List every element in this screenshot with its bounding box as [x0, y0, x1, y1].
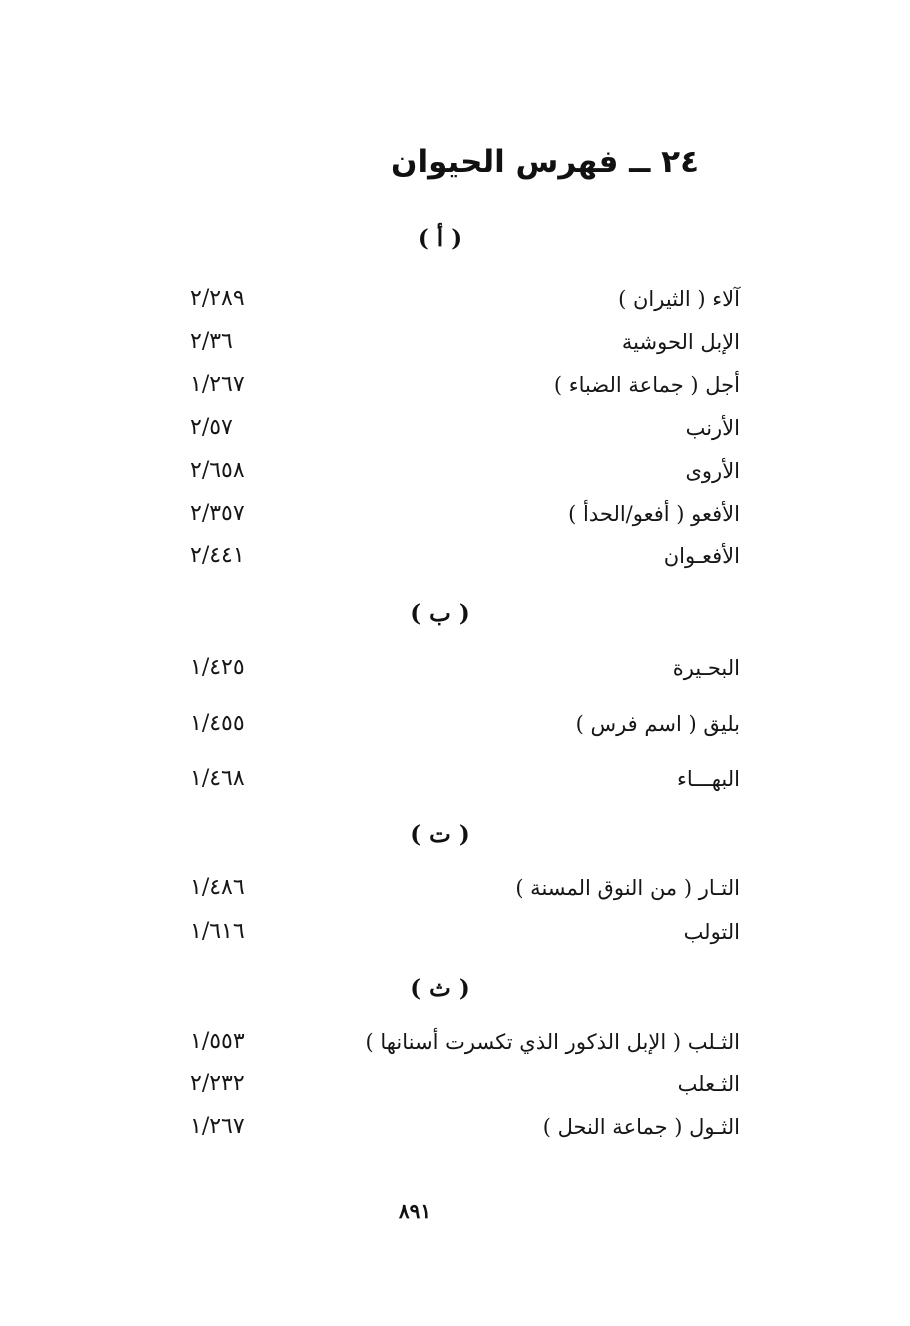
entry-reference: ٢/٢٨٩: [190, 286, 245, 311]
entry-term: أجل ( جماعة الضباء ): [553, 373, 740, 397]
index-entry: [180, 365, 740, 405]
entry-term: الثـول ( جماعة النحل ): [542, 1115, 740, 1139]
entry-term: آلاء ( الثيران ): [618, 287, 740, 311]
section-heading-ta: ( ت ): [410, 821, 470, 848]
page-title: ٢٤ ــ فهرس الحيوان: [390, 144, 700, 180]
entry-reference: ٢/٣٦: [190, 329, 233, 354]
index-entry: [180, 279, 740, 319]
entry-reference: ١/٢٦٧: [190, 372, 245, 397]
index-entry: [180, 648, 740, 688]
index-entry: [180, 868, 740, 908]
section-heading-alif: ( أ ): [417, 225, 463, 252]
index-entry: [180, 1064, 740, 1104]
index-entry: [180, 704, 740, 744]
entry-reference: ١/٥٥٣: [190, 1029, 245, 1054]
index-entry: [180, 1022, 740, 1062]
entry-reference: ١/٦١٦: [190, 919, 245, 944]
index-entry: [180, 322, 740, 362]
entry-reference: ١/٤٦٨: [190, 766, 245, 791]
entry-term: الأفعو ( أفعو/الحدأ ): [568, 502, 740, 526]
entry-term: التولب: [683, 920, 740, 944]
entry-term: بليق ( اسم فرس ): [575, 712, 740, 736]
entry-reference: ١/٤٢٥: [190, 655, 245, 680]
index-entry: [180, 1107, 740, 1147]
entry-term: الأروى: [685, 459, 740, 483]
section-heading-tha: ( ث ): [410, 975, 470, 1002]
entry-term: البحـيرة: [672, 656, 740, 680]
entry-reference: ١/٤٨٦: [190, 875, 245, 900]
entry-reference: ٢/٦٥٨: [190, 458, 245, 483]
entry-reference: ٢/٢٣٢: [190, 1071, 245, 1096]
entry-term: الثـلب ( الإبل الذكور الذي تكسرت أسنانها ): [365, 1030, 740, 1054]
index-entry: [180, 536, 740, 576]
entry-term: البهـــاء: [677, 767, 740, 791]
entry-term: الثـعلب: [677, 1072, 740, 1096]
index-entry: [180, 408, 740, 448]
entry-term: التـار ( من النوق المسنة ): [515, 876, 740, 900]
entry-term: الأفعـوان: [663, 544, 740, 568]
entry-reference: ٢/٥٧: [190, 415, 233, 440]
entry-term: الأرنب: [685, 416, 740, 440]
page-number: ٨٩١: [398, 1199, 432, 1223]
section-heading-ba: ( ب ): [410, 600, 470, 627]
entry-term: الإبل الحوشية: [621, 330, 740, 354]
index-entry: [180, 759, 740, 799]
entry-reference: ١/٤٥٥: [190, 711, 245, 736]
index-entry: [180, 494, 740, 534]
entry-reference: ٢/٣٥٧: [190, 501, 245, 526]
entry-reference: ١/٢٦٧: [190, 1114, 245, 1139]
index-entry: [180, 451, 740, 491]
index-entry: [180, 912, 740, 952]
entry-reference: ٢/٤٤١: [190, 543, 245, 568]
